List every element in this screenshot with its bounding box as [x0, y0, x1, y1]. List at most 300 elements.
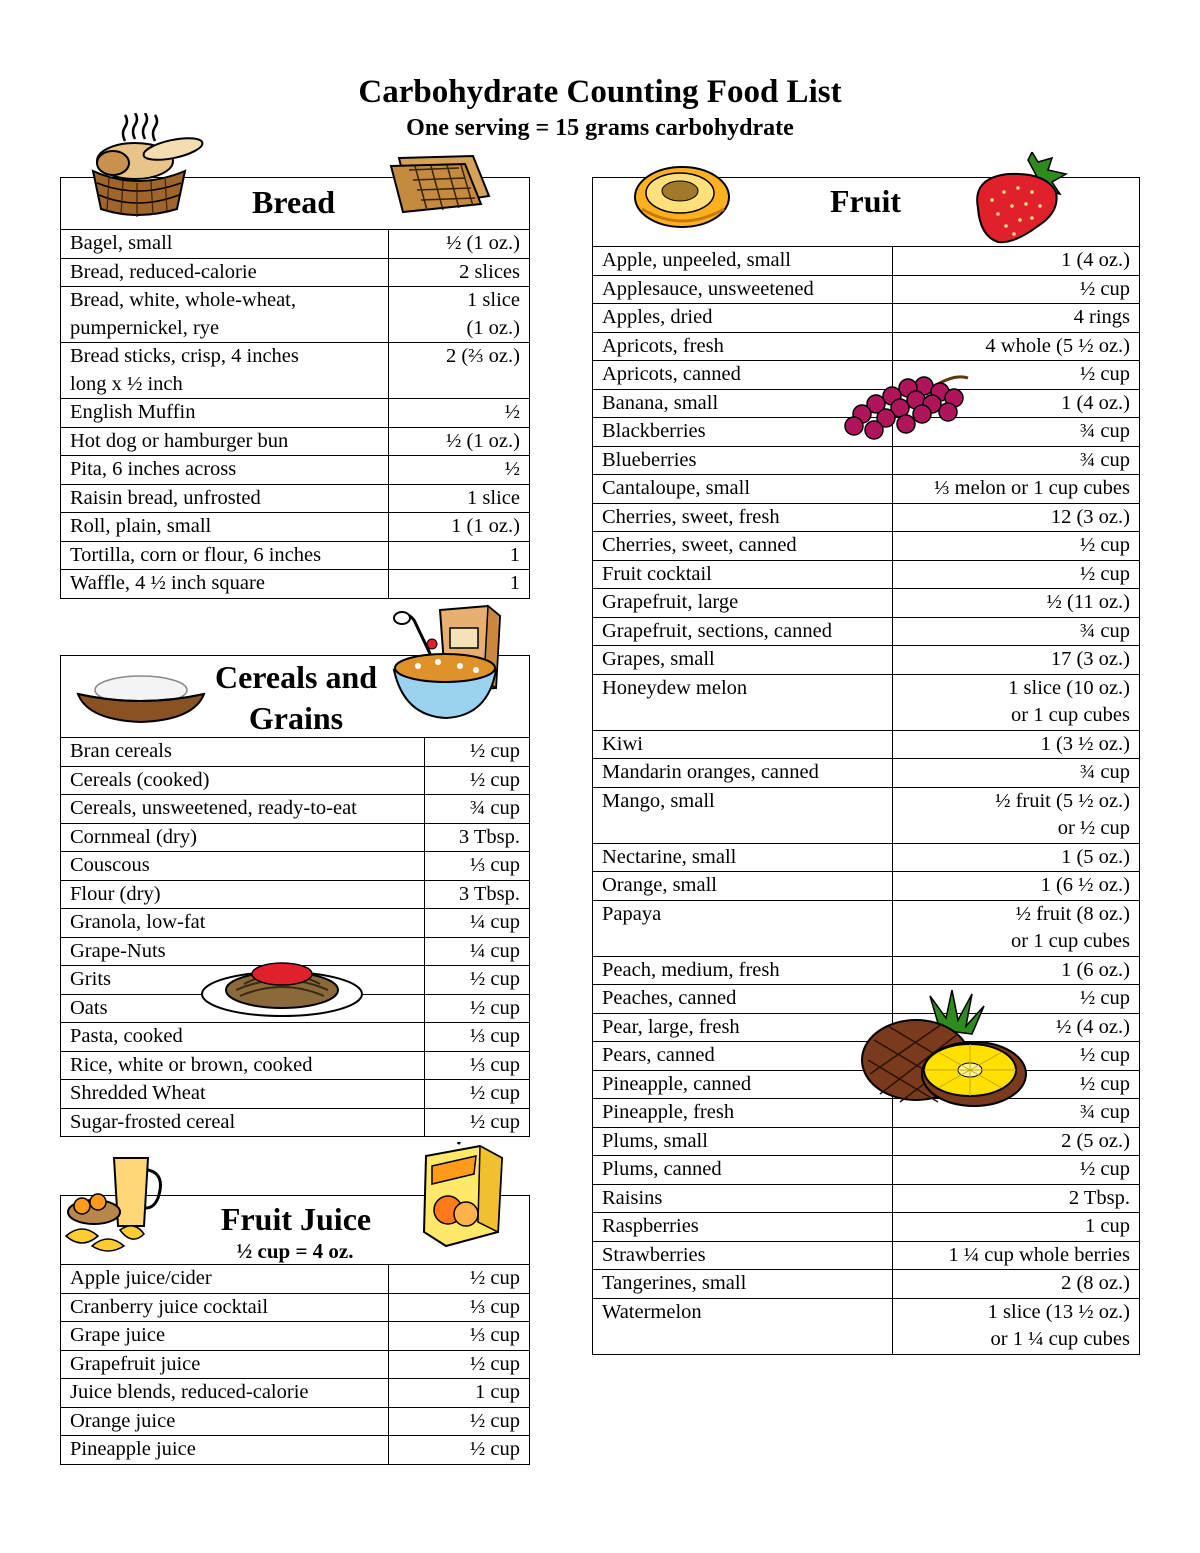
table-row: [593, 332, 1139, 361]
food-name: [593, 1013, 892, 1042]
food-name: [61, 1023, 424, 1052]
food-name-line: Hot dog or hamburger bun: [70, 429, 289, 452]
serving-amount: [892, 617, 1139, 646]
serving-amount: [892, 247, 1139, 275]
food-name-line: Grapes, small: [602, 648, 715, 670]
serving-amount: [388, 427, 529, 456]
food-name: [61, 795, 424, 824]
serving-amount: [892, 759, 1139, 788]
serving-amount-line: ⅓ melon or 1 cup cubes: [934, 477, 1130, 499]
food-name: [593, 900, 892, 956]
serving-amount-line: ½ cup: [1079, 1044, 1130, 1066]
table-row: [593, 1156, 1139, 1185]
serving-amount: [388, 1293, 529, 1322]
serving-amount-line: ¾ cup: [1079, 420, 1130, 442]
cereals-title-line1: Cereals and: [214, 659, 378, 695]
table-row: [593, 1241, 1139, 1270]
juice-pitcher-icon: [62, 1150, 170, 1255]
serving-amount-line: ¾ cup: [1079, 1101, 1130, 1123]
food-name: [61, 343, 388, 399]
serving-amount: [424, 852, 529, 881]
food-name-line: Pear, large, fresh: [602, 1015, 740, 1038]
food-name-line: Papaya: [602, 902, 662, 925]
food-name-line: Grapefruit juice: [70, 1352, 201, 1375]
table-row: [61, 1080, 529, 1109]
table-row: [61, 766, 529, 795]
food-name-line: Pineapple juice: [70, 1438, 196, 1460]
table-row: [593, 475, 1139, 504]
serving-amount: [892, 787, 1139, 843]
serving-amount: [892, 900, 1139, 956]
food-name-line: Waffle, 4 ½ inch square: [70, 572, 265, 594]
serving-amount-line: or 1 cup cubes: [1011, 704, 1130, 726]
serving-amount-line: ½ cup: [469, 1409, 520, 1432]
serving-amount-line: ½ cup: [1079, 363, 1130, 385]
food-name-line: Strawberries: [602, 1243, 706, 1266]
serving-amount: [424, 795, 529, 824]
serving-amount-line: 2 (⅔ oz.): [445, 345, 520, 367]
food-name-line: Grape juice: [70, 1324, 166, 1346]
food-name: [593, 872, 892, 901]
food-name: [61, 1436, 388, 1464]
food-name: [61, 823, 424, 852]
serving-amount-line: ½ cup: [469, 740, 520, 762]
food-name-line: Fruit cocktail: [602, 562, 712, 585]
serving-amount-line: 4 whole (5 ½ oz.): [985, 334, 1130, 357]
food-name-line: Peach, medium, fresh: [602, 958, 780, 981]
food-name-line: Cranberry juice cocktail: [70, 1295, 269, 1318]
juice-table: [61, 1265, 529, 1464]
serving-amount: [388, 230, 529, 258]
serving-amount-line: ½ cup: [469, 996, 520, 1019]
food-name-line: Juice blends, reduced-calorie: [70, 1381, 309, 1403]
food-name: [61, 570, 388, 598]
food-name-line: Raspberries: [602, 1215, 699, 1237]
fruit-section: [592, 177, 1140, 1355]
food-name: [593, 304, 892, 333]
table-row: [61, 427, 529, 456]
food-name-line: Rice, white or brown, cooked: [70, 1053, 313, 1076]
serving-amount-line: 1 slice: [467, 289, 520, 311]
pineapple-icon: [860, 990, 1030, 1110]
food-name: [593, 759, 892, 788]
table-row: [61, 795, 529, 824]
food-name-line: Plums, small: [602, 1129, 708, 1152]
food-name-line: Apple juice/cider: [70, 1267, 212, 1289]
bread-table: [61, 230, 529, 598]
serving-amount-line: 1 ¼ cup whole berries: [948, 1243, 1130, 1266]
serving-amount-line: ⅓ cup: [469, 1053, 520, 1076]
serving-amount-line: 1 slice (13 ½ oz.): [987, 1300, 1130, 1323]
serving-amount: [424, 1080, 529, 1109]
food-name: [593, 1070, 892, 1099]
crackers-icon: [385, 152, 495, 214]
food-name-line: Cornmeal (dry): [70, 825, 197, 848]
food-name: [61, 766, 424, 795]
serving-amount-line: ⅓ cup: [469, 1025, 520, 1047]
food-name-line: Pineapple, fresh: [602, 1101, 735, 1123]
table-row: [593, 1184, 1139, 1213]
serving-amount-line: ¼ cup: [469, 911, 520, 933]
serving-amount: [892, 730, 1139, 759]
table-row: [593, 1270, 1139, 1299]
serving-amount-line: ½ fruit (8 oz.): [1015, 902, 1130, 925]
food-name: [593, 1156, 892, 1185]
serving-amount-line: 1 (1 oz.): [451, 515, 520, 537]
food-name-line: Orange juice: [70, 1409, 176, 1432]
serving-amount-line: 2 (8 oz.): [1061, 1272, 1130, 1294]
food-name-line: Grape-Nuts: [70, 939, 166, 962]
food-name-line: Pears, canned: [602, 1044, 715, 1066]
serving-amount: [388, 343, 529, 399]
food-name-line: Cereals, unsweetened, ready-to-eat: [70, 797, 357, 819]
page-subtitle: One serving = 15 grams carbohydrate: [406, 115, 794, 141]
serving-amount: [424, 738, 529, 766]
food-name-line: Peaches, canned: [602, 987, 737, 1009]
serving-amount-line: 1 (3 ½ oz.): [1040, 732, 1130, 755]
juice-box-icon: [418, 1142, 508, 1250]
food-name-line: Orange, small: [602, 874, 717, 896]
serving-amount-line: 1 slice (10 oz.): [1008, 676, 1130, 699]
food-name: [593, 1241, 892, 1270]
serving-amount: [892, 532, 1139, 561]
food-name: [61, 1051, 424, 1080]
food-name: [593, 646, 892, 675]
serving-amount: [388, 1265, 529, 1293]
serving-amount-line: 1 slice: [467, 486, 520, 509]
serving-amount: [424, 1023, 529, 1052]
food-name-line: Banana, small: [602, 391, 719, 414]
food-name: [593, 475, 892, 504]
serving-amount-line: 1 (4 oz.): [1061, 249, 1130, 271]
serving-amount-line: ½ (1 oz.): [445, 429, 520, 452]
table-row: [61, 230, 529, 258]
serving-amount-line: 2 (5 oz.): [1061, 1129, 1130, 1152]
serving-amount: [424, 1051, 529, 1080]
cereals-title-line2: Grains: [248, 700, 344, 736]
food-name: [593, 1099, 892, 1128]
table-row: [593, 900, 1139, 956]
serving-amount: [892, 872, 1139, 901]
serving-amount: [892, 475, 1139, 504]
food-name-line: Bread, reduced-calorie: [70, 260, 257, 283]
food-name: [593, 787, 892, 843]
food-name-line: Flour (dry): [70, 882, 161, 905]
serving-amount-line: ½: [504, 401, 520, 423]
food-name-line: Grapefruit, large: [602, 591, 739, 613]
table-row: [61, 1051, 529, 1080]
food-name: [593, 956, 892, 985]
serving-amount-line: ¾ cup: [1079, 619, 1130, 642]
table-row: [593, 787, 1139, 843]
table-row: [61, 258, 529, 287]
table-row: [61, 399, 529, 428]
food-name: [593, 674, 892, 730]
table-row: [61, 1436, 529, 1464]
juice-title: Fruit Juice: [220, 1201, 372, 1237]
food-name: [61, 484, 388, 513]
serving-amount-line: 1 (4 oz.): [1061, 391, 1130, 414]
food-name: [61, 456, 388, 485]
food-name-line: Mango, small: [602, 789, 715, 812]
grapes-icon: [842, 370, 974, 446]
food-name: [593, 589, 892, 618]
serving-amount: [892, 843, 1139, 872]
food-name-line: Tangerines, small: [602, 1272, 747, 1294]
food-name-line: Applesauce, unsweetened: [602, 277, 814, 300]
cereal-box-bowl-icon: [388, 600, 513, 725]
food-name-line: Shredded Wheat: [70, 1082, 206, 1104]
serving-amount-line: 1 (5 oz.): [1061, 845, 1130, 868]
food-name-line: pumpernickel, rye: [70, 316, 220, 339]
melon-icon: [632, 163, 732, 231]
food-name-line: Oats: [70, 996, 108, 1019]
food-name: [593, 1184, 892, 1213]
food-name-line: Plums, canned: [602, 1158, 722, 1180]
food-name-line: Kiwi: [602, 732, 643, 755]
serving-amount: [892, 503, 1139, 532]
serving-amount-line: ½ cup: [1079, 987, 1130, 1009]
table-row: [61, 570, 529, 598]
table-row: [593, 304, 1139, 333]
serving-amount: [892, 275, 1139, 304]
serving-amount-line: (1 oz.): [466, 316, 520, 339]
serving-amount-line: ½ cup: [1079, 277, 1130, 300]
serving-amount-line: ½ cup: [469, 1110, 520, 1133]
serving-amount-line: 2 slices: [459, 260, 520, 283]
table-row: [593, 674, 1139, 730]
food-name-line: Grits: [70, 968, 111, 990]
food-name: [593, 1298, 892, 1354]
serving-amount: [892, 646, 1139, 675]
food-name-line: Raisins: [602, 1186, 663, 1209]
serving-amount-line: ¾ cup: [1079, 761, 1130, 783]
serving-amount: [388, 513, 529, 542]
table-row: [61, 880, 529, 909]
food-name: [61, 852, 424, 881]
table-row: [61, 484, 529, 513]
serving-amount-line: 17 (3 oz.): [1050, 648, 1130, 670]
serving-amount: [892, 1184, 1139, 1213]
table-row: [593, 956, 1139, 985]
serving-amount: [892, 589, 1139, 618]
table-row: [61, 1108, 529, 1136]
food-name: [61, 258, 388, 287]
serving-amount: [892, 560, 1139, 589]
serving-amount-line: ½ (11 oz.): [1046, 591, 1130, 613]
food-name-line: Nectarine, small: [602, 845, 737, 868]
table-row: [593, 872, 1139, 901]
table-row: [61, 513, 529, 542]
serving-amount-line: ¾ cup: [1079, 448, 1130, 471]
food-name: [61, 513, 388, 542]
serving-amount-line: 1 cup: [1085, 1215, 1130, 1237]
serving-amount-line: ¼ cup: [469, 939, 520, 962]
serving-amount: [424, 966, 529, 995]
serving-amount-line: ⅓ cup: [469, 1324, 520, 1346]
serving-amount-line: ½ cup: [469, 1438, 520, 1460]
food-name: [61, 541, 388, 570]
serving-amount: [892, 332, 1139, 361]
serving-amount-line: ½ fruit (5 ½ oz.): [995, 789, 1130, 812]
food-name-line: Blueberries: [602, 448, 697, 471]
serving-amount-line: 1 (6 oz.): [1061, 958, 1130, 981]
table-row: [593, 843, 1139, 872]
food-name: [593, 730, 892, 759]
table-row: [61, 1322, 529, 1351]
food-name: [61, 1265, 388, 1293]
table-row: [61, 823, 529, 852]
food-name: [593, 503, 892, 532]
serving-amount-line: ½: [504, 458, 520, 480]
table-row: [593, 446, 1139, 475]
food-name: [593, 560, 892, 589]
food-name-line: Pita, 6 inches across: [70, 458, 237, 480]
food-name: [593, 1213, 892, 1242]
food-name-line: Apricots, canned: [602, 363, 741, 385]
table-row: [61, 1379, 529, 1408]
serving-amount: [892, 956, 1139, 985]
food-name: [61, 1379, 388, 1408]
food-name-line: Tortilla, corn or flour, 6 inches: [70, 543, 322, 566]
table-row: [593, 646, 1139, 675]
serving-amount: [424, 766, 529, 795]
food-name-line: Cherries, sweet, canned: [602, 534, 797, 556]
food-name-line: Sugar-frosted cereal: [70, 1110, 236, 1133]
serving-amount-line: 1 cup: [475, 1381, 520, 1403]
serving-amount-line: 4 rings: [1073, 306, 1130, 328]
table-row: [61, 541, 529, 570]
serving-amount-line: ½ cup: [469, 968, 520, 990]
food-name-line: Mandarin oranges, canned: [602, 761, 819, 783]
table-row: [593, 275, 1139, 304]
food-name-line: Bran cereals: [70, 740, 172, 762]
food-name-line: Raisin bread, unfrosted: [70, 486, 261, 509]
strawberry-icon: [968, 152, 1076, 246]
table-row: [61, 456, 529, 485]
serving-amount-line: ½ cup: [1079, 1158, 1130, 1180]
table-row: [61, 1350, 529, 1379]
food-name: [61, 880, 424, 909]
table-row: [61, 852, 529, 881]
serving-amount: [388, 456, 529, 485]
bread-title: Bread: [252, 184, 335, 220]
food-name-line: English Muffin: [70, 401, 196, 423]
food-name-line: Cereals (cooked): [70, 768, 210, 791]
serving-amount: [388, 1350, 529, 1379]
table-row: [593, 1298, 1139, 1354]
table-row: [593, 1127, 1139, 1156]
food-name: [61, 427, 388, 456]
serving-amount-line: 3 Tbsp.: [458, 882, 520, 905]
fruit-title: Fruit: [829, 183, 902, 219]
table-row: [593, 1213, 1139, 1242]
table-row: [593, 589, 1139, 618]
food-name: [593, 843, 892, 872]
food-name: [61, 399, 388, 428]
juice-subtitle: ½ cup = 4 oz.: [236, 1239, 354, 1263]
serving-amount-line: ½ (1 oz.): [445, 232, 520, 254]
serving-amount: [388, 1436, 529, 1464]
food-name: [593, 446, 892, 475]
table-row: [593, 560, 1139, 589]
table-row: [593, 617, 1139, 646]
serving-amount-line: ⅓ cup: [469, 854, 520, 876]
serving-amount-line: or 1 cup cubes: [1011, 930, 1130, 952]
food-name: [593, 617, 892, 646]
page-title: Carbohydrate Counting Food List: [358, 74, 842, 110]
food-name-line: Honeydew melon: [602, 676, 748, 699]
food-name-line: Apples, dried: [602, 306, 713, 328]
food-name-line: Blackberries: [602, 420, 706, 442]
food-name-line: long x ½ inch: [70, 372, 183, 395]
serving-amount: [892, 1213, 1139, 1242]
serving-amount-line: 2 Tbsp.: [1068, 1186, 1130, 1209]
serving-amount: [892, 1156, 1139, 1185]
food-name: [61, 1108, 424, 1136]
serving-amount-line: ¾ cup: [469, 797, 520, 819]
serving-amount: [424, 1108, 529, 1136]
serving-amount-line: ½ cup: [1079, 562, 1130, 585]
serving-amount-line: or ½ cup: [1057, 817, 1130, 839]
food-name: [593, 985, 892, 1014]
serving-amount: [424, 880, 529, 909]
food-name-line: Couscous: [70, 854, 150, 876]
food-name: [61, 230, 388, 258]
food-name: [61, 1407, 388, 1436]
food-name: [61, 1293, 388, 1322]
serving-amount: [424, 994, 529, 1023]
serving-amount-line: ⅓ cup: [469, 1295, 520, 1318]
serving-amount: [388, 570, 529, 598]
serving-amount-line: 1: [509, 572, 520, 594]
food-name-line: Apricots, fresh: [602, 334, 724, 357]
cereals-section: [60, 655, 530, 1137]
food-name-line: Roll, plain, small: [70, 515, 212, 537]
food-name: [593, 1270, 892, 1299]
serving-amount-line: ½ cup: [469, 768, 520, 791]
food-name-line: Watermelon: [602, 1300, 702, 1323]
food-name: [593, 275, 892, 304]
serving-amount: [388, 1379, 529, 1408]
serving-amount: [892, 446, 1139, 475]
table-row: [61, 343, 529, 399]
serving-amount-line: or 1 ¼ cup cubes: [990, 1328, 1130, 1350]
food-name: [61, 287, 388, 343]
table-row: [593, 730, 1139, 759]
serving-amount-line: 1 (6 ½ oz.): [1040, 874, 1130, 896]
serving-amount: [424, 937, 529, 966]
food-name-line: Bread, white, whole-wheat,: [70, 289, 296, 311]
table-row: [593, 759, 1139, 788]
serving-amount-line: ½ cup: [1079, 1072, 1130, 1095]
table-row: [61, 287, 529, 343]
food-name-line: Cherries, sweet, fresh: [602, 505, 780, 528]
food-name-line: Grapefruit, sections, canned: [602, 619, 832, 642]
serving-amount-line: ½ cup: [469, 1267, 520, 1289]
serving-amount-line: ½ cup: [1079, 534, 1130, 556]
food-name-line: Bagel, small: [70, 232, 173, 254]
food-name: [593, 1127, 892, 1156]
table-row: [593, 532, 1139, 561]
food-name-line: Granola, low-fat: [70, 911, 206, 933]
food-name: [61, 909, 424, 938]
serving-amount: [388, 484, 529, 513]
pasta-plate-icon: [200, 950, 365, 1020]
serving-amount: [892, 1127, 1139, 1156]
table-row: [61, 1407, 529, 1436]
food-name: [593, 247, 892, 275]
